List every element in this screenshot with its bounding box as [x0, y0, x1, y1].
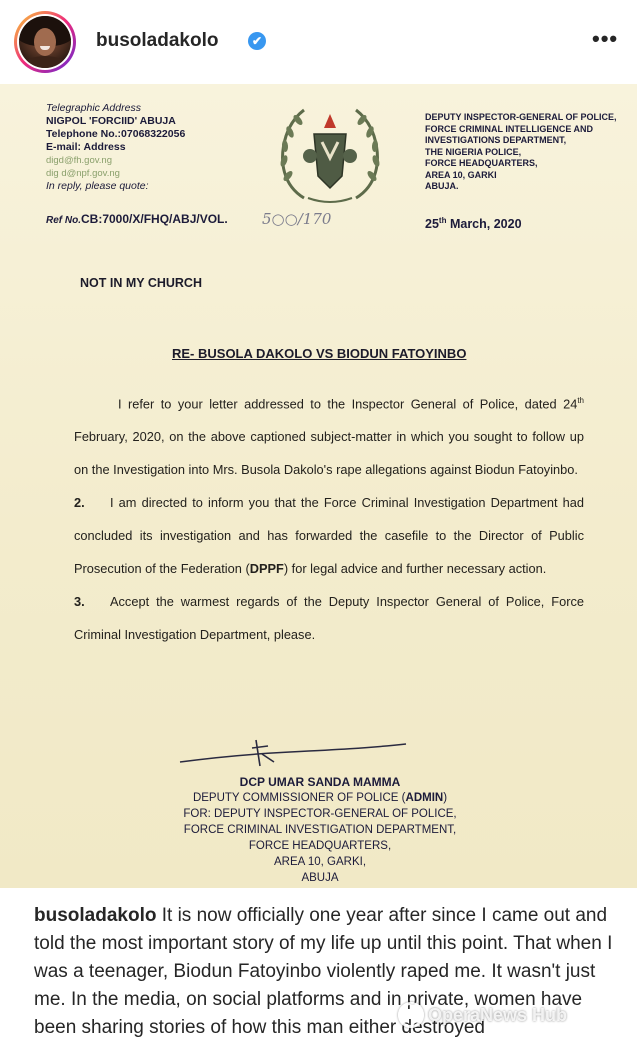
avatar-shirt — [23, 56, 67, 68]
avatar-frame — [17, 14, 73, 70]
letterhead-right-line: THE NIGERIA POLICE, — [425, 146, 522, 157]
caption-text: It is now officially one year after since I came out and told the most important story of my life up until this point. That when I was a teenager, Biodun Fatoyinbo violently raped me. It wasn't just me. In the media, on social platforms and in private, women have been sharing stories of how this man either destroyed — [34, 905, 613, 1038]
handwritten-signature-icon — [170, 732, 410, 772]
signatory-title-a: DEPUTY COMMISSIONER OF POLICE ( — [192, 792, 406, 804]
watermark-text: OperaNews Hub — [428, 1004, 568, 1025]
reference-number — [46, 212, 228, 226]
letterhead-right-line: INVESTIGATIONS DEPARTMENT, — [425, 135, 567, 145]
paragraph-1-text-b: February, 2020, on the above captioned subject-matter in which you sought to follow up on the Investigation into Mrs. Busola Dakolo's rape allegations against Biodun Fatoyinbo. — [74, 429, 584, 478]
paragraph-1-sup: th — [577, 396, 584, 405]
signatory-title — [150, 790, 490, 806]
paragraph-2 — [74, 486, 584, 585]
letterhead-right-line: DEPUTY INSPECTOR-GENERAL OF POLICE, — [425, 112, 617, 122]
signatory-title-b: ) — [443, 792, 448, 804]
email-label: E-mail: Address — [46, 141, 126, 153]
letter-recipient: NOT IN MY CHURCH — [80, 276, 202, 290]
letterhead-right-line: AREA 10, GARKI — [425, 169, 497, 180]
telegraphic-label: Telegraphic Address — [46, 102, 141, 114]
letter-body — [74, 384, 584, 651]
avatar-face — [34, 28, 56, 56]
post-caption — [0, 888, 637, 1056]
telephone-line: Telephone No.:07068322056 — [46, 128, 186, 140]
post-username[interactable]: busoladakolo — [96, 30, 219, 51]
letter-subject: RE- BUSOLA DAKOLO VS BIODUN FATOYINBO — [172, 346, 467, 361]
signatory-name: DCP UMAR SANDA MAMMA — [239, 775, 401, 789]
post-header — [0, 0, 637, 84]
signatory-title-bold: ADMIN — [405, 792, 444, 804]
watermark — [398, 1000, 567, 1030]
caption-username[interactable]: busoladakolo — [34, 905, 157, 926]
post-image-letter[interactable] — [0, 84, 637, 888]
email-address-1: digd@fh.gov.ng — [46, 155, 112, 166]
paragraph-3-text: Accept the warmest regards of the Deputy Inspector General of Police, Force Criminal Investigation Department, please. — [74, 594, 584, 643]
date-month-year: March, 2020 — [449, 217, 522, 232]
telegraphic-value: NIGPOL 'FORCIID' ABUJA — [46, 115, 176, 127]
avatar-story-ring[interactable] — [14, 11, 76, 73]
email-address-2: dig d@npf.gov.ng — [46, 168, 120, 179]
verified-badge-icon: ✔ — [248, 32, 266, 50]
signatory-line: ABUJA — [301, 872, 339, 884]
letterhead-right-line: ABUJA. — [425, 181, 459, 191]
letterhead-right-line: FORCE HEADQUARTERS, — [425, 158, 538, 168]
ref-label: Ref No. — [46, 215, 81, 226]
paragraph-3 — [74, 585, 584, 651]
ref-handwritten: 5○○/170 — [262, 210, 332, 228]
paragraph-1 — [74, 384, 584, 486]
paragraph-3-number: 3. — [74, 594, 85, 610]
letterhead-left — [46, 102, 185, 193]
signatory-line: FORCE HEADQUARTERS, — [248, 840, 392, 852]
letterhead-right — [425, 112, 635, 193]
opera-logo-icon — [398, 1002, 424, 1028]
letterhead-right-line: FORCE CRIMINAL INTELLIGENCE AND — [425, 123, 593, 134]
paragraph-1-text-a: I refer to your letter addressed to the Inspector General of Police, dated 24 — [118, 396, 578, 412]
reply-quote-line: In reply, please quote: — [46, 180, 149, 192]
date-suffix: th — [438, 216, 447, 225]
ref-value: CB:7000/X/FHQ/ABJ/VOL. — [81, 212, 228, 226]
more-options-icon[interactable]: ••• — [592, 26, 619, 51]
signatory-line: FOR: DEPUTY INSPECTOR-GENERAL OF POLICE, — [183, 808, 457, 820]
signatory-block — [150, 774, 490, 886]
signatory-line: FORCE CRIMINAL INVESTIGATION DEPARTMENT, — [183, 824, 457, 836]
nigeria-police-crest-icon — [274, 106, 386, 210]
letter-date — [425, 216, 522, 231]
paragraph-2-bold: DPPF — [249, 561, 284, 577]
avatar-icon[interactable] — [19, 16, 71, 68]
paragraph-2-text-b: ) for legal advice and further necessary action. — [283, 561, 547, 577]
paragraph-2-text-a: I am directed to inform you that the Force Criminal Investigation Department had concluded its investigation and has forwarded the casefile to the Director of Public Prosecution of the Federation ( — [74, 495, 584, 577]
paragraph-2-number: 2. — [74, 495, 85, 511]
signatory-line: AREA 10, GARKI, — [273, 856, 367, 868]
date-day: 25 — [425, 217, 439, 232]
